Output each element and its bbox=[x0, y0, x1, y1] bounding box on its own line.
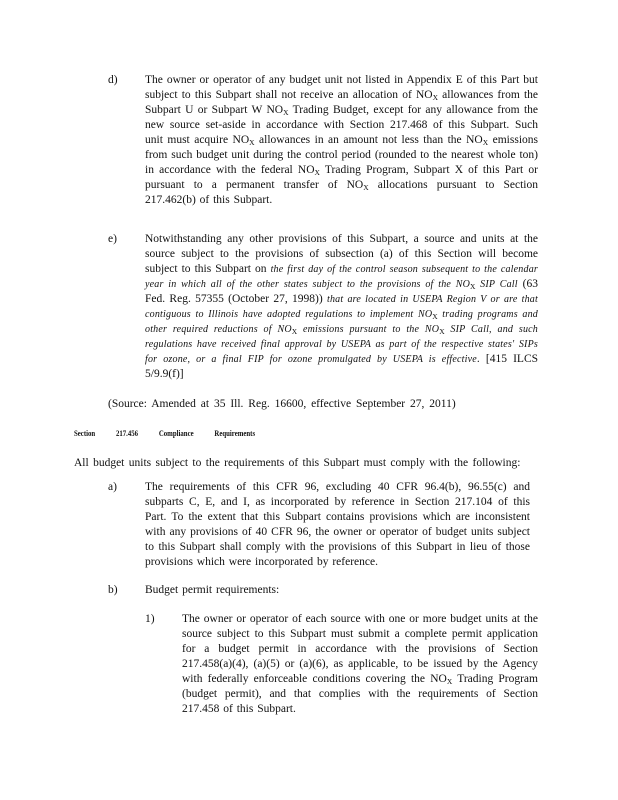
source-note: (Source: Amended at 35 Ill. Reg. 16600, effective September 27, 2011) bbox=[108, 398, 456, 410]
item-b1-label: 1) bbox=[145, 613, 155, 625]
item-a-label: a) bbox=[108, 481, 117, 493]
section-heading: Section 217.456 Compliance Requirements bbox=[74, 428, 256, 438]
paragraph-d-label: d) bbox=[108, 74, 118, 86]
item-b-text: Budget permit requirements: bbox=[145, 584, 280, 596]
item-b-label: b) bbox=[108, 584, 118, 596]
paragraph-d: The owner or operator of any budget unit not listed in Appendix E of this Part but subject to this Subpart shall not receive an allocation of $NO_X$ allowances from the Subpart U or Subpart W $NO_X$ Trading Budget, except for any allowance from the new source set-aside in accordance with Section 217.468 of this Subpart. Such unit must acquire $NO_X$ allowances in an amount not less than the $NO_X$ emissions from such budget unit during the control period (rounded to the nearest whole ton) in accordance with the federal $NO_X$ Trading Program, Subpart X of this Part or pursuant to a permanent transfer of $NO_X$ allocations pursuant to Section 217.462(b) of this Subpart. bbox=[145, 74, 539, 206]
section-intro: All budget units subject to the requirements of this Subpart must comply with the following: bbox=[74, 457, 521, 469]
paragraph-e-label: e) bbox=[108, 233, 117, 245]
item-a-text: The requirements of this CFR 96, excluding 40 CFR 96.4(b), 96.55(c) and subparts C, E, and I, as incorporated by reference in Section 217.104 of this Part. To the extent that this Subpart contains provisions which are inconsistent with any provisions of 40 CFR 96, the owner or operator of budget units subject to this Subpart shall comply with the provisions of this Subpart in lieu of those provisions which were incorporated by reference. bbox=[145, 481, 530, 568]
paragraph-e: Notwithstanding any other provisions of this Subpart, a source and units at the source subject to the provisions of subsection (a) of this Section will become subject to this Subpart on the first day of the control season subsequent to the calendar year in which all of the other states subject to the provisions of the $NO_X$ SIP Call (63 Fed. Reg. 57355 (October 27, 1998)) that are located in USEPA Region V or are that contiguous to Illinois have adopted regulations to implement $NO_X$ trading programs and other required reductions of $NO_X$ emissions pursuant to the $NO_X$ SIP Call, and such regulations have received final approval by USEPA as part of the respective states' SIPs for ozone, or a final FIP for ozone promulgated by USEPA is effective. [415 ILCS 5/9.9(f)] bbox=[145, 233, 539, 380]
item-b1-text: The owner or operator of each source with one or more budget units at the source subject to this Subpart must submit a complete permit application for a budget permit in accordance with the provisions of Section 217.458(a)(4), (a)(5) or (a)(6), as applicable, to be issued by the Agency with federally enforceable conditions covering the $NO_X$ Trading Program (budget permit), and that complies with the requirements of Section 217.458 of this Subpart. bbox=[182, 613, 538, 715]
